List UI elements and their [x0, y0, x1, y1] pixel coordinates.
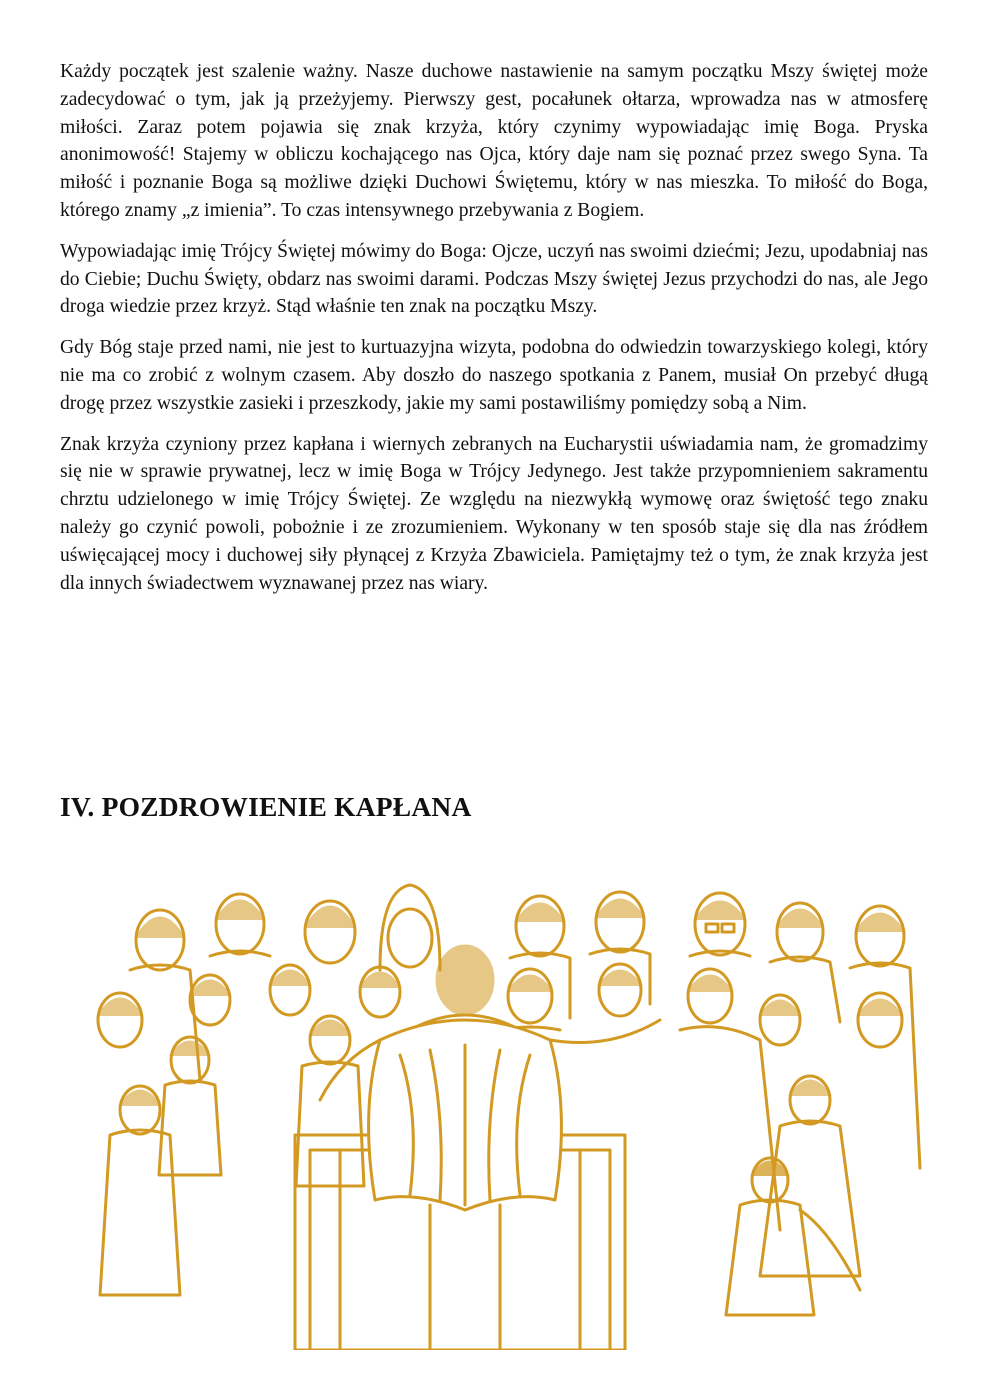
paragraph-1: Każdy początek jest szalenie ważny. Nasze duchowe nastawienie na samym początku Mszy świętej może zadecydować o tym, jak ją przeżyjemy. Pierwszy gest, pocałunek ołtarza, wprowadza nas w atmosferę miłości. Zaraz potem pojawia się znak krzyża, który czynimy wypowiadając imię Boga. Pryska anonimowość! Stajemy w obliczu kochającego nas Ojca, który daje nam się poznać przez swego Syna. Ta miłość i poznanie Boga są możliwe dzięki Duchowi Świętemu, który w nas mieszka. To miłość do Boga, którego znamy „z imienia”. To czas intensywnego przebywania z Bogiem.	[60, 61, 928, 221]
paragraph-2: Wypowiadając imię Trójcy Świętej mówimy do Boga: Ojcze, uczyń nas swoimi dziećmi; Jezu, upodabniaj nas do Ciebie; Duchu Święty, obdarz nas swoimi darami. Podczas Mszy świętej Jezus przychodzi do nas, ale Jego droga wiedzie przez krzyż. Stąd właśnie ten znak na początku Mszy.	[60, 240, 928, 318]
paragraph-4: Znak krzyża czyniony przez kapłana i wiernych zebranych na Eucharystii uświadamia nam, że gromadzimy się nie w sprawie prywatnej, lecz w imię Boga w Trójcy Jedynego. Jest także przypomnieniem sakramentu chrztu udzielonego w imię Trójcy Świętej. Ze względu na niezwykłą wymowę oraz świętość tego znaku należy go czynić powoli, pobożnie i ze zrozumieniem. Wykonany w ten sposób staje się dla nas źródłem uświęcającej mocy i duchowej siły płynącej z Krzyża Zbawiciela. Pamiętajmy też o tym, że znak krzyża jest dla innych świadectwem wyznawanej przez nas wiary.	[60, 433, 928, 594]
body-text	[60, 58, 928, 610]
priest-with-congregation-illustration	[80, 880, 928, 1350]
section-heading: IV. POZDROWIENIE KAPŁANA	[60, 791, 472, 822]
paragraph-3: Gdy Bóg staje przed nami, nie jest to kurtuazyjna wizyta, podobna do odwiedzin towarzyskiego kolegi, który nie ma co zrobić z wolnym czasem. Aby doszło do naszego spotkania z Panem, musiał On przebyć długą drogę przez wszystkie zasieki i przeszkody, jakie my sami postawiliśmy pomiędzy sobą a Nim.	[60, 337, 928, 414]
